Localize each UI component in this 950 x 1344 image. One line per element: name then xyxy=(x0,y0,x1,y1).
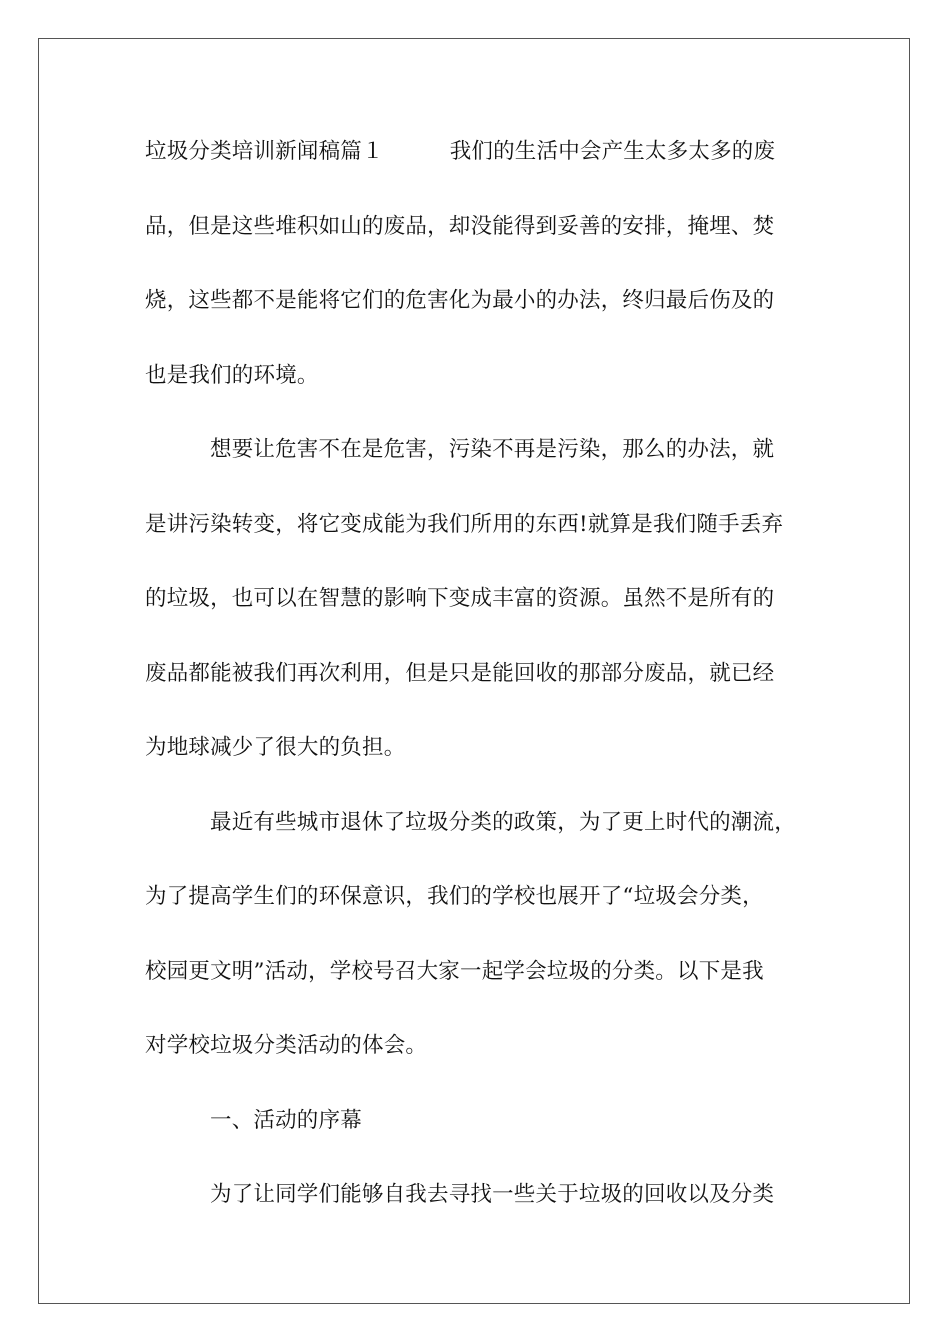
paragraph-line: 最近有些城市退休了垃圾分类的政策，为了更上时代的潮流， xyxy=(210,810,796,835)
paragraph-line: 想要让危害不在是危害，污染不再是污染，那么的办法，就 xyxy=(210,437,775,462)
document-title: 垃圾分类培训新闻稿篇１ xyxy=(145,139,384,164)
paragraph-line: 为了让同学们能够自我去寻找一些关于垃圾的回收以及分类 xyxy=(210,1182,775,1207)
paragraph-line: 是讲污染转变，将它变成能为我们所用的东西!就算是我们随手丢弃 xyxy=(145,512,784,537)
title-line xyxy=(145,137,805,167)
paragraph-line: 为地球减少了很大的负担。 xyxy=(145,735,406,760)
paragraph-line: 废品都能被我们再次利用，但是只是能回收的那部分废品，就已经 xyxy=(145,661,775,686)
paragraph-line: 的垃圾，也可以在智慧的影响下变成丰富的资源。虽然不是所有的 xyxy=(145,586,775,611)
section-heading: 一、活动的序幕 xyxy=(210,1108,362,1133)
paragraph-line: 也是我们的环境。 xyxy=(145,363,319,388)
paragraph-line: 我们的生活中会产生太多太多的废 xyxy=(449,139,776,164)
paragraph-line: 对学校垃圾分类活动的体会。 xyxy=(145,1033,428,1058)
paragraph-line: 品，但是这些堆积如山的废品，却没能得到妥善的安排，掩埋、焚 xyxy=(145,214,775,239)
paragraph-line: 校园更文明”活动，学校号召大家一起学会垃圾的分类。以下是我 xyxy=(145,959,764,984)
paragraph-line: 为了提高学生们的环保意识，我们的学校也展开了“垃圾会分类， xyxy=(145,884,764,909)
paragraph-line: 烧，这些都不是能将它们的危害化为最小的办法，终归最后伤及的 xyxy=(145,288,775,313)
